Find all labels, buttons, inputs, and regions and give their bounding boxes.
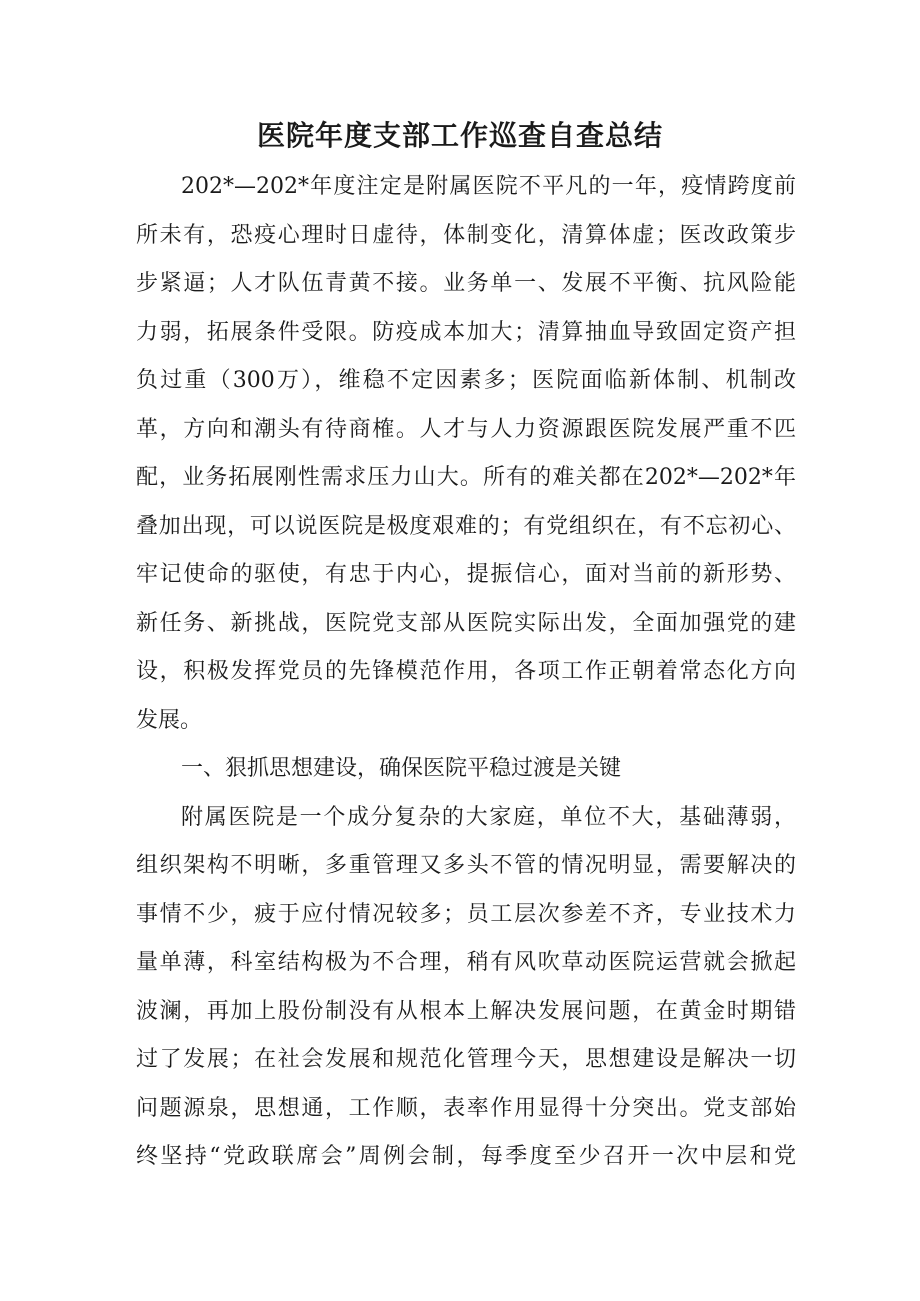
text-line: 终坚持“党政联席会”周例会制，每季度至少召开一次中层和党 [136,1144,796,1169]
text-line: 负过重（300万），维稳不定因素多；医院面临新体制、机制改 [136,368,796,393]
text-line: 问题源泉，思想通，工作顺，表率作用显得十分突出。党支部始 [136,1095,796,1121]
text-line: 波澜，再加上股份制没有从根本上解决发展问题，在黄金时期错 [136,998,796,1024]
text-line: 事情不少，疲于应付情况较多；员工层次参差不齐，专业技术力 [136,901,796,927]
text-line: 力弱，拓展条件受限。防疫成本加大；清算抽血导致固定资产担 [136,319,796,345]
document-body [136,163,796,1182]
text-line: 步紧逼；人才队伍青黄不接。业务单一、发展不平衡、抗风险能 [136,271,796,296]
text-line: 牢记使命的驱使，有忠于内心，提振信心，面对当前的新形势、 [136,562,796,587]
text-line: 革，方向和潮头有待商榷。人才与人力资源跟医院发展严重不匹 [136,416,796,442]
text-line: 202*—202*年度注定是附属医院不平凡的一年，疫情跨度前 [181,174,796,199]
text-line: 量单薄，科室结构极为不合理，稍有风吹草动医院运营就会掀起 [136,950,796,975]
text-line: 过了发展；在社会发展和规范化管理今天，思想建设是解决一切 [136,1047,796,1072]
text-line: 叠加出现，可以说医院是极度艰难的；有党组织在，有不忘初心、 [136,513,796,539]
text-line: 发展。 [136,707,203,733]
text-line: 一、狠抓思想建设，确保医院平稳过渡是关键 [181,756,622,781]
text-line: 附属医院是一个成分复杂的大家庭，单位不大，基础薄弱， [181,804,796,830]
text-line: 配，业务拓展刚性需求压力山大。所有的难关都在202*—202*年 [136,465,796,490]
text-line: 组织架构不明晰，多重管理又多头不管的情况明显，需要解决的 [136,853,796,878]
text-line: 所未有，恐疫心理时日虚待，体制变化，清算体虚；医改政策步 [136,222,796,248]
document-title: 医院年度支部工作巡查自查总结 [256,119,663,152]
text-line: 新任务、新挑战，医院党支部从医院实际出发，全面加强党的建 [136,610,796,636]
text-line: 设，积极发挥党员的先锋模范作用，各项工作正朝着常态化方向 [136,659,796,684]
